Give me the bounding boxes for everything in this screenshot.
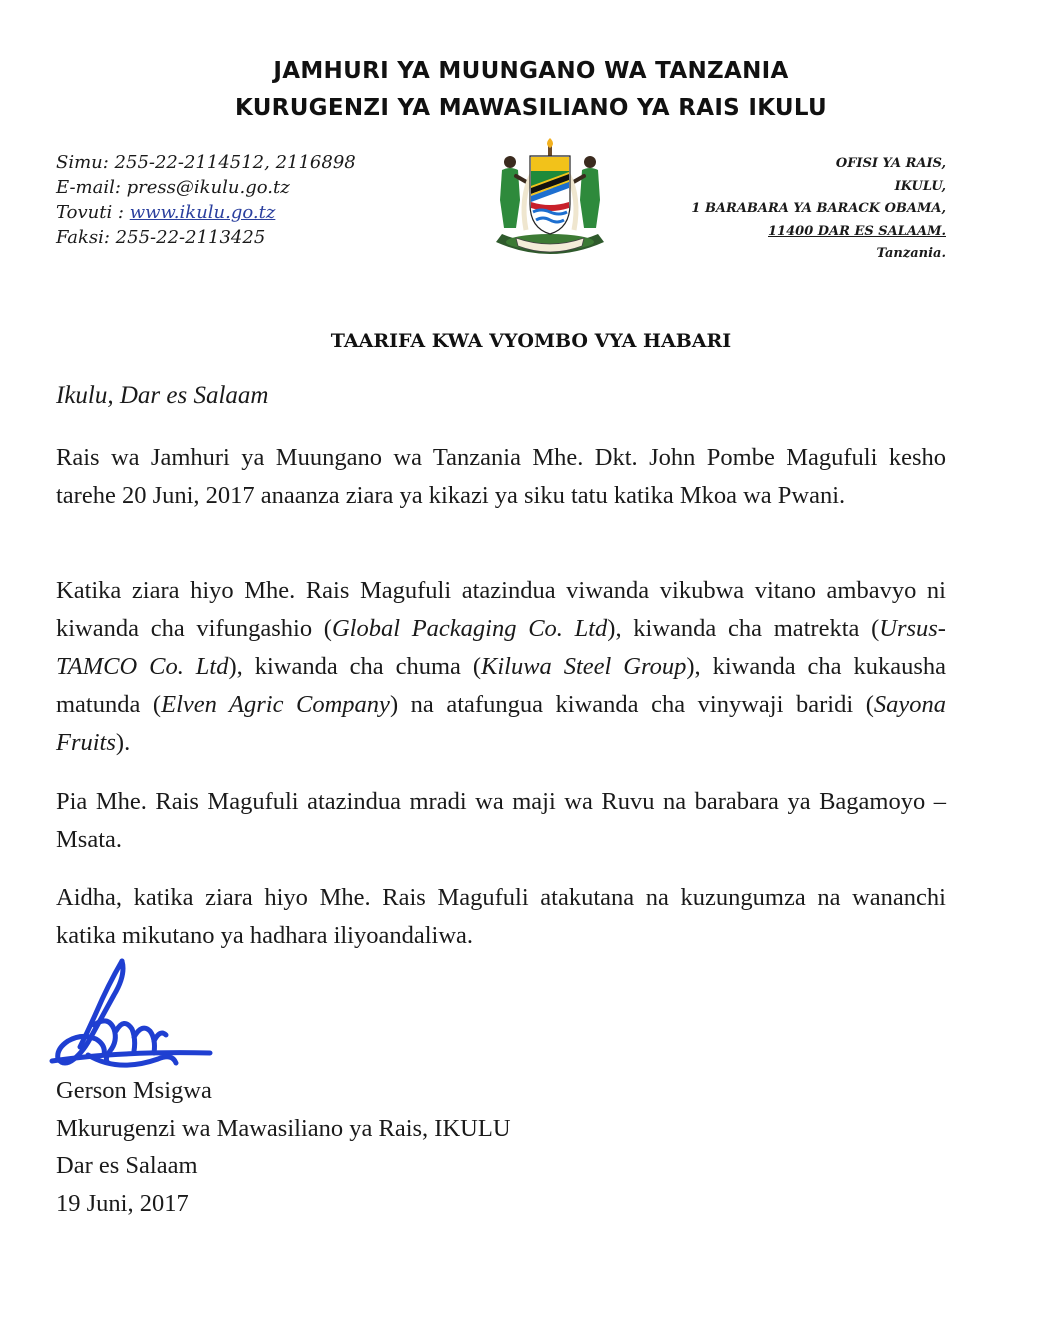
company-elven-agric: Elven Agric Company [161, 691, 390, 718]
website-link[interactable]: www.ikulu.go.tz [129, 202, 276, 223]
contact-block [56, 150, 356, 250]
p2-text-1: Katika ziara hiyo Mhe. Rais Magufuli atazindua viwanda vikubwa vitano ambavyo ni kiwanda cha vifungashio ( [56, 577, 946, 642]
signoff-city: Dar es Salaam [56, 1152, 198, 1179]
address-line-5: Tanzania. [876, 246, 946, 261]
header-line-2: KURUGENZI YA MAWASILIANO YA RAIS IKULU [234, 95, 828, 121]
p2-text-6: ). [115, 729, 131, 756]
company-global-packaging: Global Packaging Co. Ltd [331, 615, 608, 642]
address-line-4: 11400 DAR ES SALAAM. [768, 223, 946, 239]
paragraph-2 [56, 572, 946, 762]
company-kiluwa-steel: Kiluwa Steel Group [481, 653, 687, 680]
handwritten-signature-icon [48, 955, 218, 1085]
p2-text-3: ), kiwanda cha chuma ( [228, 653, 481, 680]
contact-phone: Simu: 255-22-2114512, 2116898 [56, 152, 356, 173]
address-line-3: 1 BARABARA YA BARACK OBAMA, [691, 201, 946, 216]
p2-text-5: ) na atafungua kiwanda cha vinywaji baridi ( [389, 691, 874, 718]
document-heading: TAARIFA KWA VYOMBO VYA HABARI [330, 330, 732, 352]
contact-fax: Faksi: 255-22-2113425 [56, 227, 266, 248]
company-ursus-tamco: Ursus-TAMCO Co. Ltd [56, 615, 946, 680]
place-line: Ikulu, Dar es Salaam [56, 382, 269, 409]
coat-of-arms-of-tanzania-icon [486, 138, 614, 260]
p2-text-4: ), kiwanda cha kukausha matunda ( [56, 653, 946, 718]
signoff-block [56, 1072, 511, 1222]
address-block [691, 153, 946, 266]
contact-email: E-mail: press@ikulu.go.tz [56, 177, 290, 198]
company-sayona-fruits: Sayona Fruits [56, 691, 946, 756]
address-line-2: IKULU, [894, 178, 946, 194]
p2-text-2: ), kiwanda cha matrekta ( [607, 615, 880, 642]
signoff-date: 19 Juni, 2017 [56, 1189, 189, 1217]
contact-website [56, 200, 356, 225]
address-line-1: OFISI YA RAIS, [835, 156, 946, 171]
signoff-name: Gerson Msigwa [56, 1077, 212, 1104]
contact-website-label: Tovuti : [56, 202, 130, 223]
paragraph-4: Aidha, katika ziara hiyo Mhe. Rais Magufuli atakutana na kuzungumza na wananchi katika mikutano ya hadhara iliyoandaliwa. [56, 884, 946, 949]
paragraph-1: Rais wa Jamhuri ya Muungano wa Tanzania Mhe. Dkt. John Pombe Magufuli kesho tarehe 20 Juni, 2017 anaanza ziara ya kikazi ya siku tatu katika Mkoa wa Pwani. [56, 444, 946, 509]
paragraph-3: Pia Mhe. Rais Magufuli atazindua mradi wa maji wa Ruvu na barabara ya Bagamoyo – Msata. [56, 788, 946, 853]
header-line-1: JAMHURI YA MUUNGANO WA TANZANIA [273, 58, 789, 84]
signoff-title: Mkurugenzi wa Mawasiliano ya Rais, IKULU [56, 1114, 511, 1142]
